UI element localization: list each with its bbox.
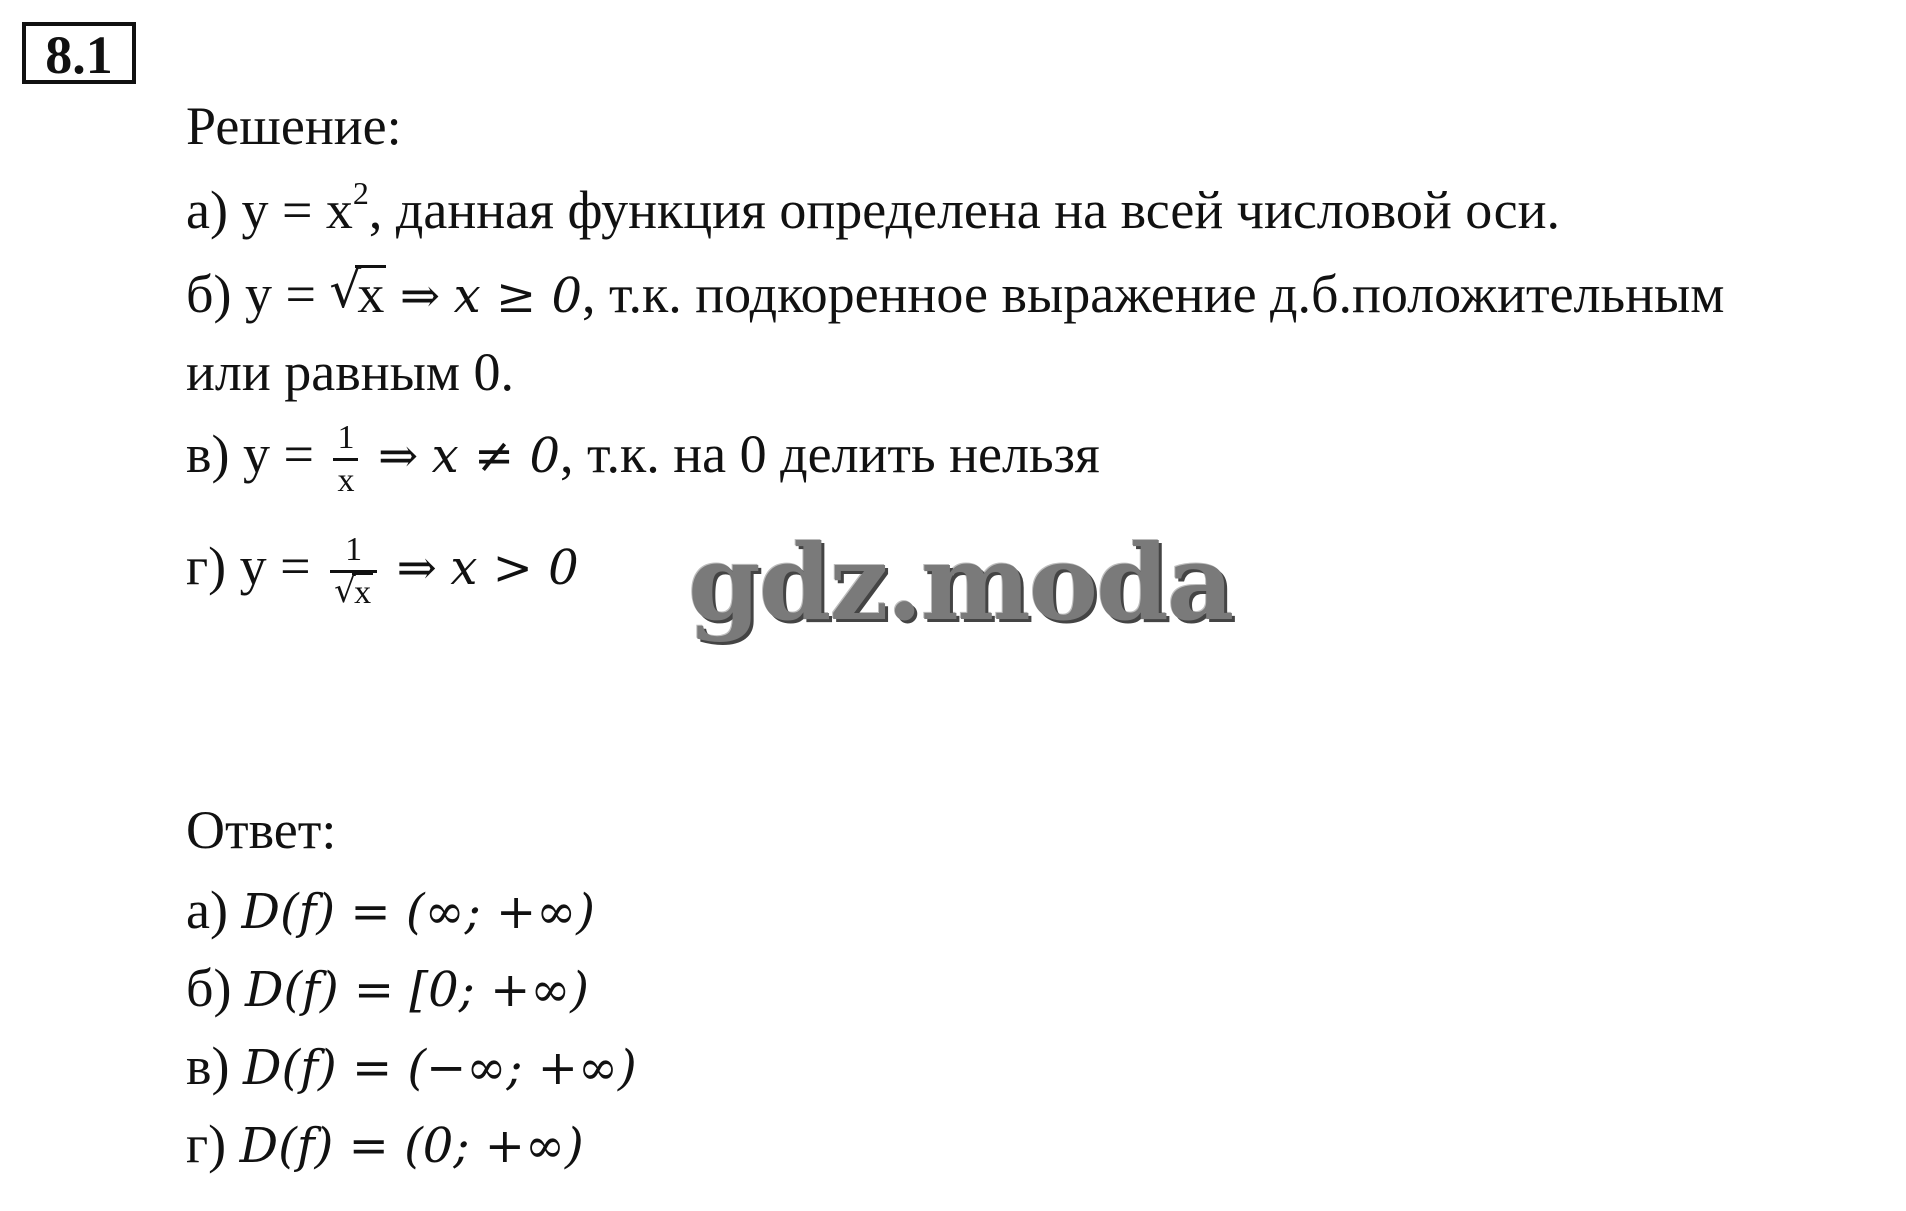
solution-item-a — [186, 175, 1560, 240]
answer-item — [186, 1036, 637, 1098]
radical-sign: √ — [334, 571, 356, 611]
item-d-prefix: г) y = — [186, 535, 325, 596]
item-c-prefix: в) y = — [186, 423, 328, 484]
task-number: 8.1 — [45, 25, 113, 85]
item-d-condition: x > 0 — [450, 539, 579, 596]
item-d-denominator — [330, 573, 377, 613]
fraction — [333, 418, 358, 501]
radical-sign: √ — [329, 261, 362, 319]
sqrt-expression — [329, 261, 386, 324]
answer-item — [186, 880, 595, 942]
answer-label: в) — [186, 1036, 230, 1096]
answer-label: а) — [186, 880, 228, 940]
task-number-box — [22, 22, 136, 84]
sqrt-expression — [334, 573, 373, 613]
solution-item-b — [186, 261, 1725, 326]
item-b-implies: ⇒ — [399, 268, 441, 324]
item-a-prefix: а) y = x — [186, 180, 353, 240]
solution-item-b-line2: или равным 0. — [186, 342, 515, 402]
item-a-text: , данная функция определена на всей числовой оси. — [368, 180, 1560, 240]
answer-expression: D(f) = (0; +∞) — [239, 1118, 584, 1174]
answer-expression: D(f) = (∞; +∞) — [241, 884, 595, 940]
watermark: gdz.moda — [688, 521, 1233, 644]
item-c-numerator: 1 — [333, 418, 358, 461]
item-b-prefix: б) y = — [186, 264, 330, 324]
answer-heading: Ответ: — [186, 800, 337, 860]
item-d-implies: ⇒ — [396, 539, 437, 596]
solution-item-d — [186, 530, 579, 613]
item-c-condition: x ≠ 0 — [431, 427, 560, 484]
item-d-numerator: 1 — [330, 530, 377, 573]
answer-expression: D(f) = (−∞; +∞) — [242, 1040, 637, 1096]
answer-label: г) — [186, 1114, 227, 1174]
item-b-condition: x ≥ 0 — [453, 268, 582, 324]
item-a-exponent: 2 — [352, 175, 369, 211]
solution-item-c — [186, 418, 1100, 501]
solution-heading: Решение: — [186, 96, 402, 156]
answer-item — [186, 958, 589, 1020]
fraction — [330, 530, 377, 613]
answer-label: б) — [186, 958, 232, 1018]
item-b-text: , т.к. подкоренное выражение д.б.положительным — [581, 264, 1725, 324]
answer-item — [186, 1114, 584, 1176]
item-b-radicand: x — [357, 264, 385, 324]
item-c-implies: ⇒ — [377, 427, 419, 484]
item-d-radicand: x — [354, 574, 372, 611]
item-c-denominator: x — [337, 462, 355, 499]
answer-expression: D(f) = [0; +∞) — [244, 962, 590, 1018]
item-c-text: , т.к. на 0 делить нельзя — [560, 423, 1100, 484]
